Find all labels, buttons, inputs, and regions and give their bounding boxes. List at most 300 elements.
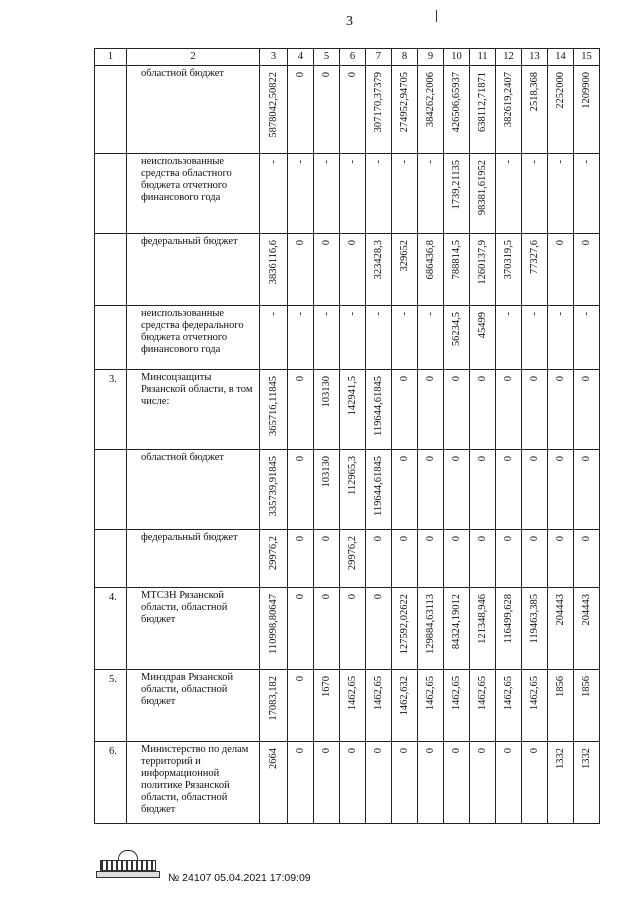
cell-value: - <box>554 160 566 164</box>
cell-value: 0 <box>424 456 436 462</box>
row-number <box>95 154 127 234</box>
value-cell <box>496 154 522 234</box>
cell-value: 56234,5 <box>450 312 462 347</box>
value-cell <box>418 306 444 370</box>
value-cell <box>392 234 418 306</box>
cell-value: 2518,368 <box>528 72 540 112</box>
column-number: 5 <box>314 49 340 66</box>
value-cell <box>548 66 574 154</box>
cell-value: 0 <box>580 536 592 542</box>
value-cell <box>548 742 574 824</box>
cell-value: 116499,628 <box>502 594 514 644</box>
row-number <box>95 450 127 530</box>
header-row <box>95 49 600 66</box>
value-cell <box>314 154 340 234</box>
value-cell <box>444 154 470 234</box>
cell-value: 0 <box>502 536 514 542</box>
cell-value: 1260137,9 <box>476 240 488 285</box>
government-building-logo <box>96 850 158 878</box>
cell-value: 0 <box>554 240 566 246</box>
row-number: 4. <box>95 588 127 670</box>
column-number: 2 <box>127 49 260 66</box>
value-cell <box>418 670 444 742</box>
value-cell <box>340 450 366 530</box>
cell-value: 0 <box>528 376 540 382</box>
cell-value: 204443 <box>580 594 592 626</box>
column-number: 14 <box>548 49 574 66</box>
value-cell <box>470 450 496 530</box>
value-cell <box>496 66 522 154</box>
value-cell <box>366 66 392 154</box>
cell-value: 0 <box>424 748 436 754</box>
value-cell <box>522 66 548 154</box>
cell-value: 0 <box>320 536 332 542</box>
cell-value: - <box>372 160 384 164</box>
cell-value: 0 <box>554 536 566 542</box>
value-cell <box>392 588 418 670</box>
value-cell <box>314 530 340 588</box>
value-cell <box>340 530 366 588</box>
cell-value: 0 <box>554 456 566 462</box>
row-number <box>95 66 127 154</box>
column-number: 11 <box>470 49 496 66</box>
column-number: 12 <box>496 49 522 66</box>
value-cell <box>548 154 574 234</box>
value-cell <box>418 450 444 530</box>
cell-value: 119644,61845 <box>372 456 384 516</box>
value-cell <box>288 742 314 824</box>
value-cell <box>288 670 314 742</box>
value-cell <box>366 154 392 234</box>
cell-value: 788814,5 <box>450 240 462 280</box>
value-cell <box>314 66 340 154</box>
cell-value: 0 <box>320 748 332 754</box>
value-cell <box>260 530 288 588</box>
value-cell <box>548 306 574 370</box>
table-row <box>95 530 600 588</box>
table-row <box>95 742 600 824</box>
cell-value: 29976,2 <box>346 536 358 571</box>
cell-value: 98381,61952 <box>476 160 488 216</box>
row-number: 5. <box>95 670 127 742</box>
value-cell <box>392 66 418 154</box>
cell-value: - <box>424 160 436 164</box>
row-label: Министерство по делам территорий и информационной политике Рязанской области, областной бюджет <box>127 742 260 824</box>
cell-value: 0 <box>294 240 306 246</box>
value-cell <box>366 588 392 670</box>
cell-value: - <box>372 312 384 316</box>
value-cell <box>314 670 340 742</box>
value-cell <box>574 530 600 588</box>
cell-value: 0 <box>554 376 566 382</box>
row-label: неиспользованные средства федерального бюджета отчетного финансового года <box>127 306 260 370</box>
cell-value: 0 <box>294 594 306 600</box>
column-number: 6 <box>340 49 366 66</box>
cell-value: 17083,182 <box>267 676 279 721</box>
cell-value: - <box>580 160 592 164</box>
cell-value: 1856 <box>554 676 566 697</box>
cell-value: 5878042,50822 <box>267 72 279 138</box>
cell-value: - <box>320 312 332 316</box>
cell-value: 0 <box>398 456 410 462</box>
row-label: МТСЗН Рязанской области, областной бюджет <box>127 588 260 670</box>
column-number: 13 <box>522 49 548 66</box>
value-cell <box>366 306 392 370</box>
cell-value: 0 <box>476 748 488 754</box>
cell-value: 1462,632 <box>398 676 410 716</box>
value-cell <box>522 154 548 234</box>
value-cell <box>288 154 314 234</box>
cell-value: 1462,65 <box>346 676 358 711</box>
cell-value: 0 <box>580 376 592 382</box>
value-cell <box>574 66 600 154</box>
value-cell <box>314 306 340 370</box>
cell-value: 1462,65 <box>502 676 514 711</box>
cell-value: - <box>398 160 410 164</box>
table-row <box>95 450 600 530</box>
value-cell <box>444 66 470 154</box>
cell-value: 0 <box>398 748 410 754</box>
cell-value: 1739,21135 <box>450 160 462 210</box>
cell-value: 0 <box>294 676 306 682</box>
value-cell <box>522 530 548 588</box>
cell-value: 323428,3 <box>372 240 384 280</box>
value-cell <box>392 742 418 824</box>
value-cell <box>314 234 340 306</box>
cell-value: 84324,19012 <box>450 594 462 650</box>
cell-value: 1670 <box>320 676 332 697</box>
cell-value: 0 <box>476 456 488 462</box>
cell-value: 0 <box>424 376 436 382</box>
table-row <box>95 588 600 670</box>
cell-value: 1462,65 <box>450 676 462 711</box>
cell-value: 274952,94705 <box>398 72 410 133</box>
cell-value: 2252000 <box>554 72 566 109</box>
cell-value: 29976,2 <box>267 536 279 571</box>
row-number: 3. <box>95 370 127 450</box>
cell-value: 0 <box>528 748 540 754</box>
cell-value: 1462,65 <box>476 676 488 711</box>
cell-value: 1462,65 <box>424 676 436 711</box>
cell-value: 121348,946 <box>476 594 488 644</box>
value-cell <box>260 306 288 370</box>
page-number: 3 <box>346 14 353 29</box>
value-cell <box>548 670 574 742</box>
value-cell <box>392 530 418 588</box>
table-row <box>95 234 600 306</box>
cell-value: 307170,37379 <box>372 72 384 133</box>
value-cell <box>366 450 392 530</box>
value-cell <box>444 450 470 530</box>
column-number: 9 <box>418 49 444 66</box>
column-number: 10 <box>444 49 470 66</box>
cell-value: 45499 <box>476 312 488 339</box>
cell-value: - <box>502 160 514 164</box>
value-cell <box>548 450 574 530</box>
value-cell <box>340 670 366 742</box>
value-cell <box>496 530 522 588</box>
column-number: 8 <box>392 49 418 66</box>
value-cell <box>444 306 470 370</box>
value-cell <box>470 66 496 154</box>
value-cell <box>392 370 418 450</box>
cell-value: 426506,65937 <box>450 72 462 133</box>
value-cell <box>314 370 340 450</box>
value-cell <box>522 588 548 670</box>
cell-value: 335739,91845 <box>267 456 279 517</box>
cell-value: 0 <box>346 594 358 600</box>
value-cell <box>444 588 470 670</box>
cell-value: 0 <box>528 536 540 542</box>
table-row <box>95 154 600 234</box>
column-number: 15 <box>574 49 600 66</box>
cell-value: 1856 <box>580 676 592 697</box>
cell-value: - <box>294 312 306 316</box>
value-cell <box>470 670 496 742</box>
cell-value: 119463,385 <box>528 594 540 644</box>
value-cell <box>392 306 418 370</box>
cell-value: 0 <box>476 536 488 542</box>
value-cell <box>522 306 548 370</box>
cell-value: 0 <box>294 456 306 462</box>
value-cell <box>260 588 288 670</box>
value-cell <box>288 530 314 588</box>
cell-value: - <box>267 312 279 316</box>
cell-value: 0 <box>502 456 514 462</box>
cell-value: 0 <box>372 594 384 600</box>
value-cell <box>470 234 496 306</box>
value-cell <box>574 450 600 530</box>
table-row <box>95 66 600 154</box>
column-number: 1 <box>95 49 127 66</box>
value-cell <box>340 370 366 450</box>
cell-value: 0 <box>476 376 488 382</box>
value-cell <box>444 370 470 450</box>
cell-value: 0 <box>398 376 410 382</box>
cell-value: - <box>528 312 540 316</box>
value-cell <box>496 450 522 530</box>
value-cell <box>470 742 496 824</box>
cell-value: 0 <box>294 376 306 382</box>
value-cell <box>574 306 600 370</box>
value-cell <box>496 670 522 742</box>
value-cell <box>470 154 496 234</box>
cell-value: 0 <box>424 536 436 542</box>
cell-value: - <box>346 160 358 164</box>
value-cell <box>470 370 496 450</box>
row-label: федеральный бюджет <box>127 530 260 588</box>
cell-value: 204443 <box>554 594 566 626</box>
value-cell <box>522 670 548 742</box>
value-cell <box>496 588 522 670</box>
cell-value: 0 <box>450 536 462 542</box>
value-cell <box>548 370 574 450</box>
value-cell <box>260 370 288 450</box>
value-cell <box>444 742 470 824</box>
value-cell <box>392 670 418 742</box>
cell-value: - <box>398 312 410 316</box>
value-cell <box>260 154 288 234</box>
cell-value: 103130 <box>320 376 332 408</box>
cell-value: 1332 <box>554 748 566 769</box>
cell-value: 0 <box>346 748 358 754</box>
cell-value: - <box>528 160 540 164</box>
value-cell <box>574 742 600 824</box>
cell-value: 0 <box>320 594 332 600</box>
column-number: 4 <box>288 49 314 66</box>
value-cell <box>366 530 392 588</box>
value-cell <box>574 154 600 234</box>
cell-value: 1209900 <box>580 72 592 109</box>
value-cell <box>288 588 314 670</box>
cell-value: 0 <box>294 72 306 78</box>
footer-stamp <box>96 850 158 878</box>
value-cell <box>418 588 444 670</box>
cell-value: 384262,2006 <box>424 72 436 128</box>
value-cell <box>392 450 418 530</box>
value-cell <box>340 306 366 370</box>
cell-value: - <box>346 312 358 316</box>
value-cell <box>548 588 574 670</box>
cell-value: 0 <box>320 240 332 246</box>
table-row <box>95 370 600 450</box>
value-cell <box>340 234 366 306</box>
row-label: Минздрав Рязанской области, областной бюджет <box>127 670 260 742</box>
cell-value: 129884,63113 <box>424 594 436 654</box>
cell-value: 0 <box>580 240 592 246</box>
value-cell <box>548 234 574 306</box>
registration-number: № 24107 05.04.2021 17:09:09 <box>168 872 311 884</box>
value-cell <box>496 370 522 450</box>
cell-value: 1332 <box>580 748 592 769</box>
row-number <box>95 306 127 370</box>
value-cell <box>260 450 288 530</box>
value-cell <box>288 370 314 450</box>
cell-value: 0 <box>320 72 332 78</box>
row-label: федеральный бюджет <box>127 234 260 306</box>
value-cell <box>288 450 314 530</box>
cell-value: - <box>294 160 306 164</box>
value-cell <box>366 742 392 824</box>
value-cell <box>548 530 574 588</box>
scan-mark <box>436 10 437 22</box>
row-number <box>95 530 127 588</box>
table-row <box>95 670 600 742</box>
value-cell <box>418 154 444 234</box>
row-label: областной бюджет <box>127 66 260 154</box>
column-number: 7 <box>366 49 392 66</box>
column-number: 3 <box>260 49 288 66</box>
cell-value: 2664 <box>267 748 279 769</box>
value-cell <box>444 530 470 588</box>
cell-value: 0 <box>450 456 462 462</box>
value-cell <box>366 670 392 742</box>
cell-value: - <box>502 312 514 316</box>
value-cell <box>314 588 340 670</box>
cell-value: 0 <box>372 748 384 754</box>
value-cell <box>366 234 392 306</box>
cell-value: 638112,71871 <box>476 72 488 132</box>
cell-value: 0 <box>346 72 358 78</box>
value-cell <box>418 530 444 588</box>
value-cell <box>288 234 314 306</box>
value-cell <box>340 66 366 154</box>
value-cell <box>470 588 496 670</box>
value-cell <box>260 234 288 306</box>
cell-value: - <box>424 312 436 316</box>
value-cell <box>522 742 548 824</box>
cell-value: 0 <box>450 748 462 754</box>
value-cell <box>444 670 470 742</box>
value-cell <box>288 306 314 370</box>
value-cell <box>574 370 600 450</box>
value-cell <box>314 742 340 824</box>
cell-value: 0 <box>502 748 514 754</box>
value-cell <box>340 588 366 670</box>
cell-value: 0 <box>398 536 410 542</box>
cell-value: 3836116,6 <box>267 240 279 285</box>
value-cell <box>418 370 444 450</box>
cell-value: - <box>267 160 279 164</box>
value-cell <box>340 742 366 824</box>
cell-value: 112965,3 <box>346 456 358 495</box>
value-cell <box>418 742 444 824</box>
value-cell <box>496 742 522 824</box>
cell-value: 0 <box>294 748 306 754</box>
value-cell <box>496 234 522 306</box>
cell-value: 0 <box>372 536 384 542</box>
cell-value: 0 <box>580 456 592 462</box>
value-cell <box>260 66 288 154</box>
row-label: неиспользованные средства областного бюджета отчетного финансового года <box>127 154 260 234</box>
value-cell <box>574 670 600 742</box>
value-cell <box>260 670 288 742</box>
cell-value: 1462,65 <box>372 676 384 711</box>
cell-value: 110998,80647 <box>267 594 279 654</box>
value-cell <box>314 450 340 530</box>
value-cell <box>496 306 522 370</box>
cell-value: 77327,6 <box>528 240 540 275</box>
value-cell <box>522 450 548 530</box>
cell-value: 382619,2407 <box>502 72 514 128</box>
value-cell <box>366 370 392 450</box>
value-cell <box>340 154 366 234</box>
cell-value: - <box>320 160 332 164</box>
cell-value: 1462,65 <box>528 676 540 711</box>
cell-value: 370319,5 <box>502 240 514 280</box>
cell-value: 0 <box>294 536 306 542</box>
value-cell <box>574 588 600 670</box>
value-cell <box>392 154 418 234</box>
cell-value: - <box>554 312 566 316</box>
cell-value: 127592,02622 <box>398 594 410 655</box>
cell-value: 0 <box>346 240 358 246</box>
table-row <box>95 306 600 370</box>
budget-table <box>94 48 600 824</box>
cell-value: 103130 <box>320 456 332 488</box>
row-label: Минсоцзащиты Рязанской области, в том числе: <box>127 370 260 450</box>
value-cell <box>444 234 470 306</box>
value-cell <box>470 530 496 588</box>
cell-value: - <box>580 312 592 316</box>
cell-value: 119644,61845 <box>372 376 384 436</box>
value-cell <box>470 306 496 370</box>
value-cell <box>574 234 600 306</box>
row-number <box>95 234 127 306</box>
value-cell <box>418 234 444 306</box>
cell-value: 0 <box>450 376 462 382</box>
value-cell <box>418 66 444 154</box>
